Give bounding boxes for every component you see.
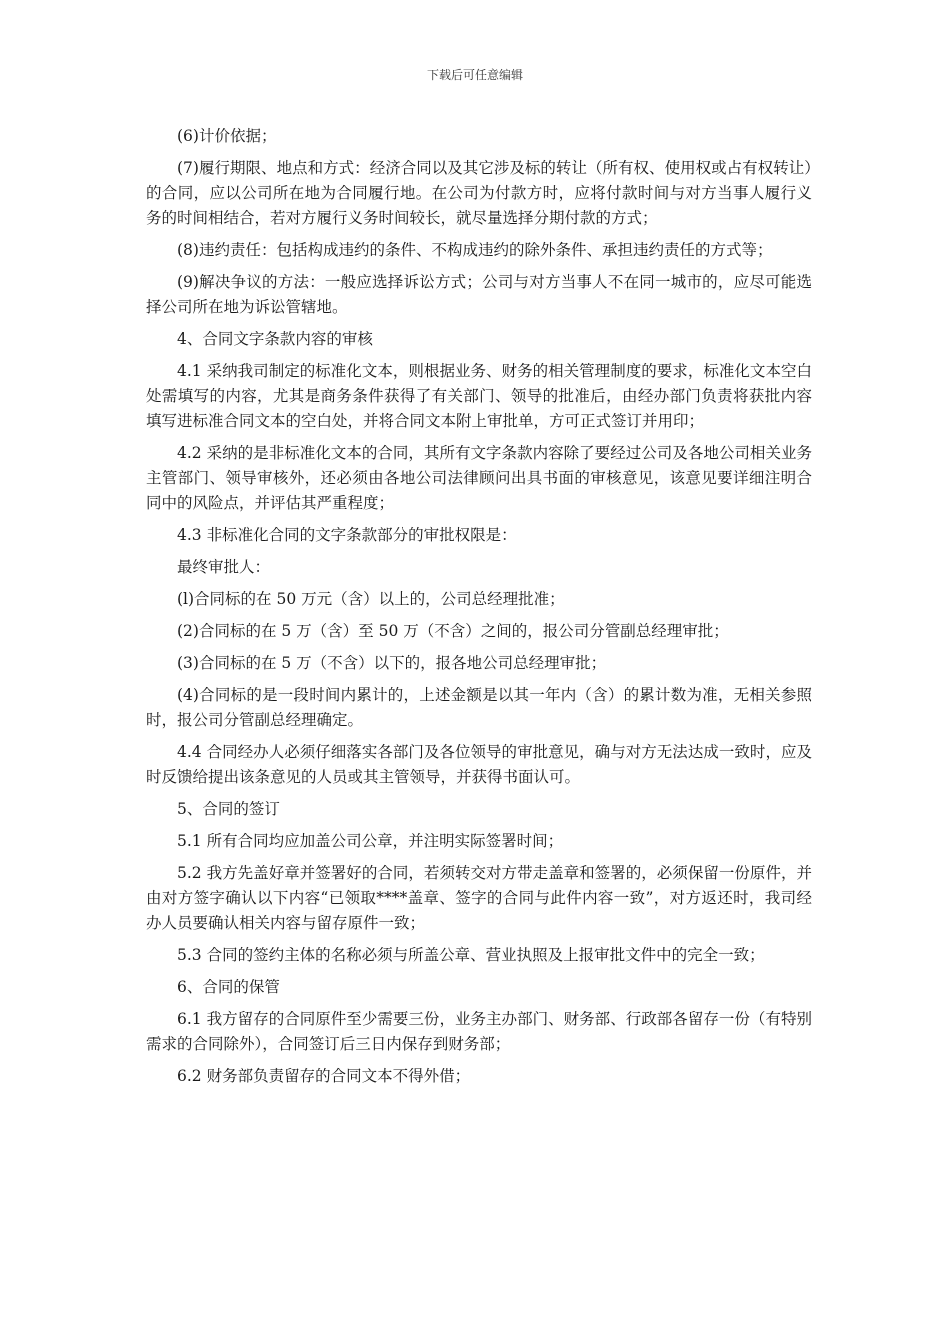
section-heading: 4、合同文字条款内容的审核 — [177, 330, 373, 348]
document-body — [146, 124, 812, 1096]
paragraph: (9)解决争议的方法：一般应选择诉讼方式；公司与对方当事人不在同一城市的，应尽可能选择公司所在地为诉讼管辖地。 — [146, 273, 812, 316]
paragraph: 5.2 我方先盖好章并签署好的合同，若须转交对方带走盖章和签署的，必须保留一份原件，并由对方签字确认以下内容“已领取****盖章、签字的合同与此件内容一致”，对方返还时，我司经办人员要确认相关内容与留存原件一致； — [146, 864, 812, 932]
page-header: 下载后可任意编辑 — [426, 68, 523, 82]
paragraph: (3)合同标的在 5 万（不含）以下的，报各地公司总经理审批； — [177, 654, 607, 672]
paragraph: (4)合同标的是一段时间内累计的，上述金额是以其一年内（含）的累计数为准，无相关参照时，报公司分管副总经理确定。 — [146, 686, 812, 729]
paragraph: 6.2 财务部负责留存的合同文本不得外借； — [177, 1067, 471, 1085]
paragraph: (2)合同标的在 5 万（含）至 50 万（不含）之间的，报公司分管副总经理审批； — [177, 622, 729, 640]
section-heading: 5、合同的签订 — [177, 800, 280, 818]
paragraph: 4.2 采纳的是非标准化文本的合同，其所有文字条款内容除了要经过公司及各地公司相关业务主管部门、领导审核外，还必须由各地公司法律顾问出具书面的审核意见，该意见要详细注明合同中的风险点，并评估其严重程度； — [146, 444, 812, 512]
paragraph: (8)违约责任：包括构成违约的条件、不构成违约的除外条件、承担违约责任的方式等； — [177, 241, 773, 259]
paragraph: 5.3 合同的签约主体的名称必须与所盖公章、营业执照及上报审批文件中的完全一致； — [177, 946, 765, 964]
paragraph: 4.1 采纳我司制定的标准化文本，则根据业务、财务的相关管理制度的要求，标准化文本空白处需填写的内容，尤其是商务条件获得了有关部门、领导的批准后，由经办部门负责将获批内容填写进标准合同文本的空白处，并将合同文本附上审批单，方可正式签订并用印； — [146, 362, 812, 430]
paragraph: (l)合同标的在 50 万元（含）以上的，公司总经理批准； — [177, 590, 565, 608]
paragraph: 最终审批人： — [177, 558, 271, 576]
paragraph: 5.1 所有合同均应加盖公司公章，并注明实际签署时间； — [177, 832, 564, 850]
paragraph: (7)履行期限、地点和方式：经济合同以及其它涉及标的转让（所有权、使用权或占有权转让）的合同，应以公司所在地为合同履行地。在公司为付款方时，应将付款时间与对方当事人履行义务的时间相结合，若对方履行义务时间较长，就尽量选择分期付款的方式； — [146, 159, 812, 227]
paragraph: 4.4 合同经办人必须仔细落实各部门及各位领导的审批意见，确与对方无法达成一致时，应及时反馈给提出该条意见的人员或其主管领导，并获得书面认可。 — [146, 743, 812, 786]
section-heading: 6、合同的保管 — [177, 978, 280, 996]
paragraph: 6.1 我方留存的合同原件至少需要三份，业务主办部门、财务部、行政部各留存一份（有特别需求的合同除外），合同签订后三日内保存到财务部； — [146, 1010, 812, 1053]
paragraph: (6)计价依据； — [177, 127, 277, 145]
paragraph: 4.3 非标准化合同的文字条款部分的审批权限是： — [177, 526, 517, 544]
